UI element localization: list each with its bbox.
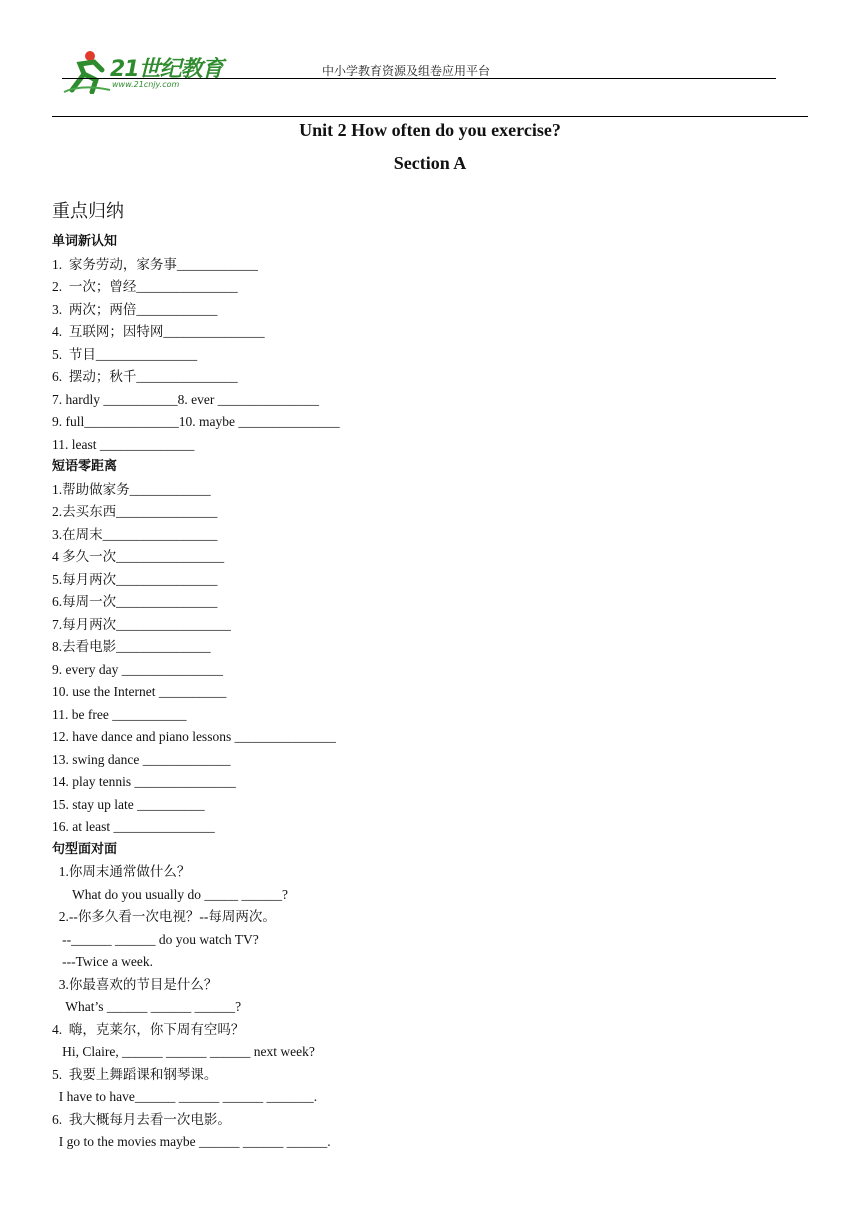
phrase-item: 15. stay up late __________ xyxy=(52,796,205,812)
sentence-item: What do you usually do _____ ______? xyxy=(52,886,288,902)
sentence-item: I go to the movies maybe ______ ______ ______. xyxy=(52,1134,331,1149)
sentence-item: Hi, Claire, ______ ______ ______ next week? xyxy=(52,1044,315,1059)
phrase-item: 6.每周一次_______________ xyxy=(52,594,218,609)
sentence-item: 5. 我要上舞蹈课和钢琴课。 xyxy=(52,1066,218,1082)
title-rule xyxy=(52,116,808,117)
sentence-item: 3.你最喜欢的节目是什么？ xyxy=(52,976,218,992)
sentence-item: 2.--你多久看一次电视？--每周两次。 xyxy=(52,909,276,924)
phrase-item: 3.在周末_________________ xyxy=(52,526,218,542)
logo xyxy=(62,50,242,98)
sentence-item: I have to have______ ______ ______ _______. xyxy=(52,1089,318,1104)
sentence-item: ---Twice a week. xyxy=(52,954,153,969)
phrase-item: 11. be free ___________ xyxy=(52,706,187,722)
phrase-item: 12. have dance and piano lessons _______________ xyxy=(52,729,336,744)
sentence-item: 4. 嗨，克莱尔，你下周有空吗？ xyxy=(52,1021,245,1037)
section-heading: 重点归纳 xyxy=(52,201,124,222)
logo-url: www.21cnjy.com xyxy=(112,80,180,89)
page-subtitle: Section A xyxy=(393,153,467,173)
phrase-item: 16. at least _______________ xyxy=(52,819,215,834)
phrase-item: 2.去买东西_______________ xyxy=(52,504,218,519)
phrase-item: 4 多久一次________________ xyxy=(52,549,225,564)
sentence-item: What’s ______ ______ ______? xyxy=(52,999,242,1014)
vocab-item: 6. 摆动；秋千_______________ xyxy=(52,369,238,384)
phrase-list xyxy=(52,479,812,839)
phrase-item: 7.每月两次_________________ xyxy=(52,616,231,632)
phrase-item: 1.帮助做家务____________ xyxy=(52,481,211,497)
header-rule xyxy=(62,78,776,79)
vocab-item: 7. hardly ___________8. ever _______________ xyxy=(52,391,319,407)
phrase-item: 14. play tennis _______________ xyxy=(52,774,236,789)
vocab-item: 2. 一次；曾经_______________ xyxy=(52,279,238,294)
phrase-item: 5.每月两次_______________ xyxy=(52,571,218,587)
sentence-item: 1.你周末通常做什么？ xyxy=(52,864,191,879)
sentence-list xyxy=(52,861,812,1154)
page-title: Unit 2 How often do you exercise? xyxy=(299,120,561,140)
sentence-item: 6. 我大概每月去看一次电影。 xyxy=(52,1111,231,1127)
phrases-heading: 短语零距离 xyxy=(52,459,118,474)
worksheet-content xyxy=(52,231,812,1154)
vocab-item: 11. least ______________ xyxy=(52,436,195,452)
vocab-item: 1. 家务劳动，家务事____________ xyxy=(52,256,258,272)
vocab-item: 9. full______________10. maybe _______________ xyxy=(52,414,340,429)
logo-text: 21世纪教育 xyxy=(110,57,223,82)
runner-logo-icon xyxy=(62,50,112,94)
phrase-item: 13. swing dance _____________ xyxy=(52,751,231,767)
vocab-list xyxy=(52,254,812,457)
sentences-heading: 句型面对面 xyxy=(52,841,118,857)
platform-name: 中小学教育资源及组卷应用平台 xyxy=(322,64,491,78)
vocab-item: 5. 节目_______________ xyxy=(52,346,198,362)
vocab-item: 3. 两次；两倍____________ xyxy=(52,301,218,317)
sentence-item: --______ ______ do you watch TV? xyxy=(52,931,259,947)
vocab-item: 4. 互联网；因特网_______________ xyxy=(52,324,265,339)
page-header xyxy=(0,0,860,120)
phrase-item: 9. every day _______________ xyxy=(52,661,223,677)
phrase-item: 8.去看电影______________ xyxy=(52,639,211,654)
vocab-heading: 单词新认知 xyxy=(52,234,118,249)
phrase-item: 10. use the Internet __________ xyxy=(52,684,227,699)
